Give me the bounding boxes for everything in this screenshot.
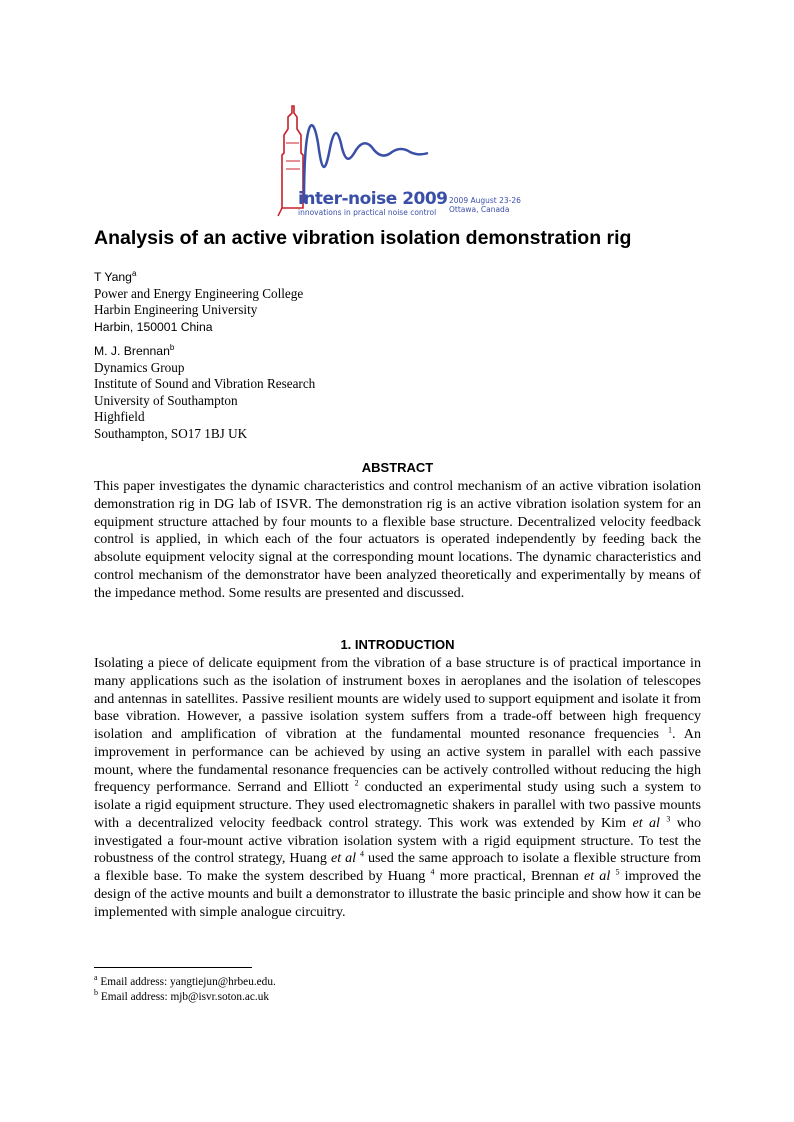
affiliation-mark: b [169,342,175,352]
author-1-name: T Yang$^a$ [94,268,137,284]
conference-logo [270,103,540,221]
affiliation-line: Harbin, 150001 China [94,319,213,334]
footnote: $^b$ Email address: mjb@isvr.soton.ac.uk [94,987,270,1003]
logo-name: inter-noise 2009 [298,189,448,209]
logo-date: 2009 August 23-26 [449,196,521,205]
affiliation-line: Southampton, SO17 1BJ UK [94,425,248,441]
abstract-heading: ABSTRACT [361,460,434,475]
footnote-separator [94,967,252,968]
affiliation-line: Highfield [94,409,145,424]
citation: 4 [430,867,435,877]
introduction-heading: 1. INTRODUCTION [340,637,455,652]
citation: 4 [360,849,364,859]
abstract-text: This paper investigates the dynamic characteristics and control mechanism of an active vibration isolation demonstration rig in DG lab of ISVR. The demonstration rig is an active vibration isolation system for an equipment structure attached by four mounts to a flexible base structure. Decentralized velocity feedback control is applied, in which each of the four actuators is operated independently by feeding back the absolute equipment velocity signal at the corresponding mount locations. The dynamic characteristics and control mechanism of the demonstrator have been analyzed theoretically and experimentally by means of the impedance method. Some results are presented and discussed. [94,478,701,601]
logo-tagline: innovations in practical noise control [298,208,437,217]
footnotes [94,975,276,1004]
author-block [94,269,714,442]
affiliation-line: Institute of Sound and Vibration Research [94,376,316,391]
author-2-name: M. J. Brennan$^b$ [94,342,175,358]
affiliation-mark: a [131,268,137,278]
affiliation-line: University of Southampton [94,392,238,408]
logo-place: Ottawa, Canada [449,205,510,214]
citation: 2 [354,778,359,788]
citation: 5 [615,867,620,877]
citation: 1 [668,725,673,735]
introduction-text: Isolating a piece of delicate equipment from the vibration of a base structure is of practical importance in many applications such as the isolation of instrument boxes in aeroplanes and the isolation of telescopes and antennas in satellites. Passive resilient mounts are widely used to support equipment and isolate it from base vibration. However, a passive isolation system suffers from a trade-off between high frequency isolation and amplification of vibration at the fundamental mounted resonance frequencies $^1$. An improvement in performance can be achieved by using an active system in parallel with each passive mount, where the fundamental resonance frequencies can be actively controlled without reducing the high frequency performance. Serrand and Elliott $^2$ conducted an experimental study using such a system to isolate a rigid equipment structure. They used electromagnetic shakers in parallel with two passive mounts with a decentralized velocity feedback control strategy. This work was extended by Kim et al $^3$ who investigated a four-mount active vibration isolation system with a rigid equipment structure. To test the robustness of the control strategy, Huang et al $^4$ used the same approach to isolate a flexible structure from a flexible base. To make the system described by Huang $^4$ more practical, Brennan et al $^5$ improved the design of the active mounts and built a demonstrator to illustrate the basic principle and show how it can be implemented with simple analogue circuitry. [94,655,702,920]
footnote: $^a$ Email address: yangtiejun@hrbeu.edu. [94,973,276,988]
affiliation-line: Dynamics Group [94,359,185,375]
paper-title: Analysis of an active vibration isolation demonstration rig [94,227,632,249]
citation: 3 [666,814,671,824]
affiliation-line: Power and Energy Engineering College [94,285,304,301]
affiliation-line: Harbin Engineering University [94,302,258,317]
